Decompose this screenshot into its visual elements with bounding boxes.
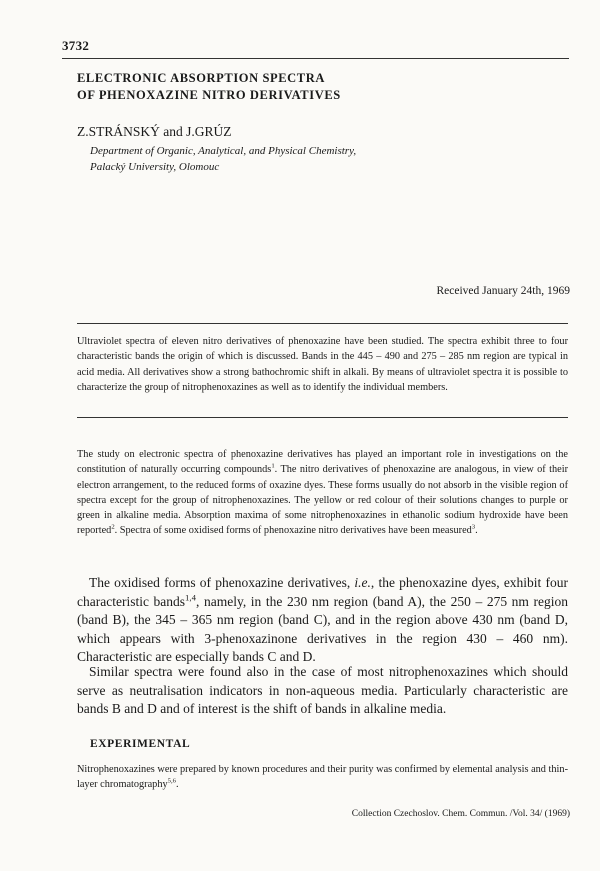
reference-mark: 5,6 (167, 777, 176, 785)
intro-text-2: . The nitro derivatives of phenoxazine are analogous, in view of their electron arrangement, to the reduced forms of oxazine dyes. These forms usually do not absorb in the visible region of spectra except for the group of nitrophenoxazines. The yellow or red colour of their solutions changes to purple or green in alkaline media. Absorption maxima of some nitrophenoxazines in ethanolic sodium hydroxide have been reported (77, 464, 568, 537)
intro-text-1: The study on electronic spectra of phenoxazine derivatives has played an important role in investigations on the constitution of naturally occurring compounds (77, 449, 568, 476)
intro-text-4: . (475, 525, 478, 537)
experimental-text-1: Nitrophenoxazines were prepared by known procedures and their purity was confirmed by elemental analysis and thin-layer chromatography (77, 764, 568, 791)
abstract-top-rule (77, 323, 568, 324)
reference-mark: 1 (271, 462, 275, 470)
abstract: Ultraviolet spectra of eleven nitro derivatives of phenoxazine have been studied. The spectra exhibit three to four characteristic bands the origin of which is discussed. Bands in the 445 – 490 and 275 – 285 nm region are typical in acid media. All derivatives show a strong bathochromic shift in alkali. By means of ultraviolet spectra it is possible to characterize the group of nitrophenoxazines as well as to identify the individual members. (77, 336, 568, 393)
page-number: 3732 (62, 38, 90, 53)
authors: Z.STRÁNSKÝ and J.GRÚZ (77, 124, 232, 139)
affiliation (90, 143, 356, 175)
affiliation-line-1: Department of Organic, Analytical, and Physical Chemistry, (90, 145, 357, 157)
intro-text-3: . Spectra of some oxidised forms of phenoxazine nitro derivatives have been measured (114, 525, 472, 537)
intro-paragraph (77, 447, 568, 539)
para2-text-2: , the phenoxazine dyes, exhibit four characteristic bands (77, 575, 568, 609)
section-heading: EXPERIMENTAL (90, 738, 191, 750)
para2-text-1: The oxidised forms of phenoxazine derivatives, (89, 575, 355, 590)
header-rule (62, 58, 569, 59)
title-line-1: ELECTRONIC ABSORPTION SPECTRA (77, 71, 326, 85)
body-paragraph-3: Similar spectra were found also in the case of most nitrophenoxazines which should serve as neutralisation indicators in non-aqueous media. Particularly characteristic are bands B and D and of interest is the shift of bands in alkaline media. (77, 664, 568, 716)
reference-mark: 1,4 (185, 592, 197, 602)
reference-mark: 2 (111, 524, 115, 532)
reference-mark: 3 (471, 524, 476, 532)
article-title (77, 70, 341, 104)
affiliation-line-2: Palacký University, Olomouc (90, 161, 220, 173)
para2-italic: i.e. (354, 575, 371, 590)
experimental-text-2: . (176, 779, 179, 791)
journal-footer: Collection Czechoslov. Chem. Commun. /Vol. 34/ (1969) (351, 809, 570, 819)
body-paragraph-2 (77, 574, 568, 667)
para2-text-3: , namely, in the 230 nm region (band A), the 250 – 275 nm region (band B), the 345 – 365 nm region (band C), and in the region above 430 nm (band D, which appears with 3-phenoxazinone derivatives in the region 430 – 460 nm). Characteristic are especially bands C and D. (77, 593, 568, 664)
experimental-paragraph (77, 762, 568, 793)
abstract-bottom-rule (77, 417, 568, 418)
received-date: Received January 24th, 1969 (436, 285, 570, 297)
title-line-2: OF PHENOXAZINE NITRO DERIVATIVES (77, 88, 341, 102)
